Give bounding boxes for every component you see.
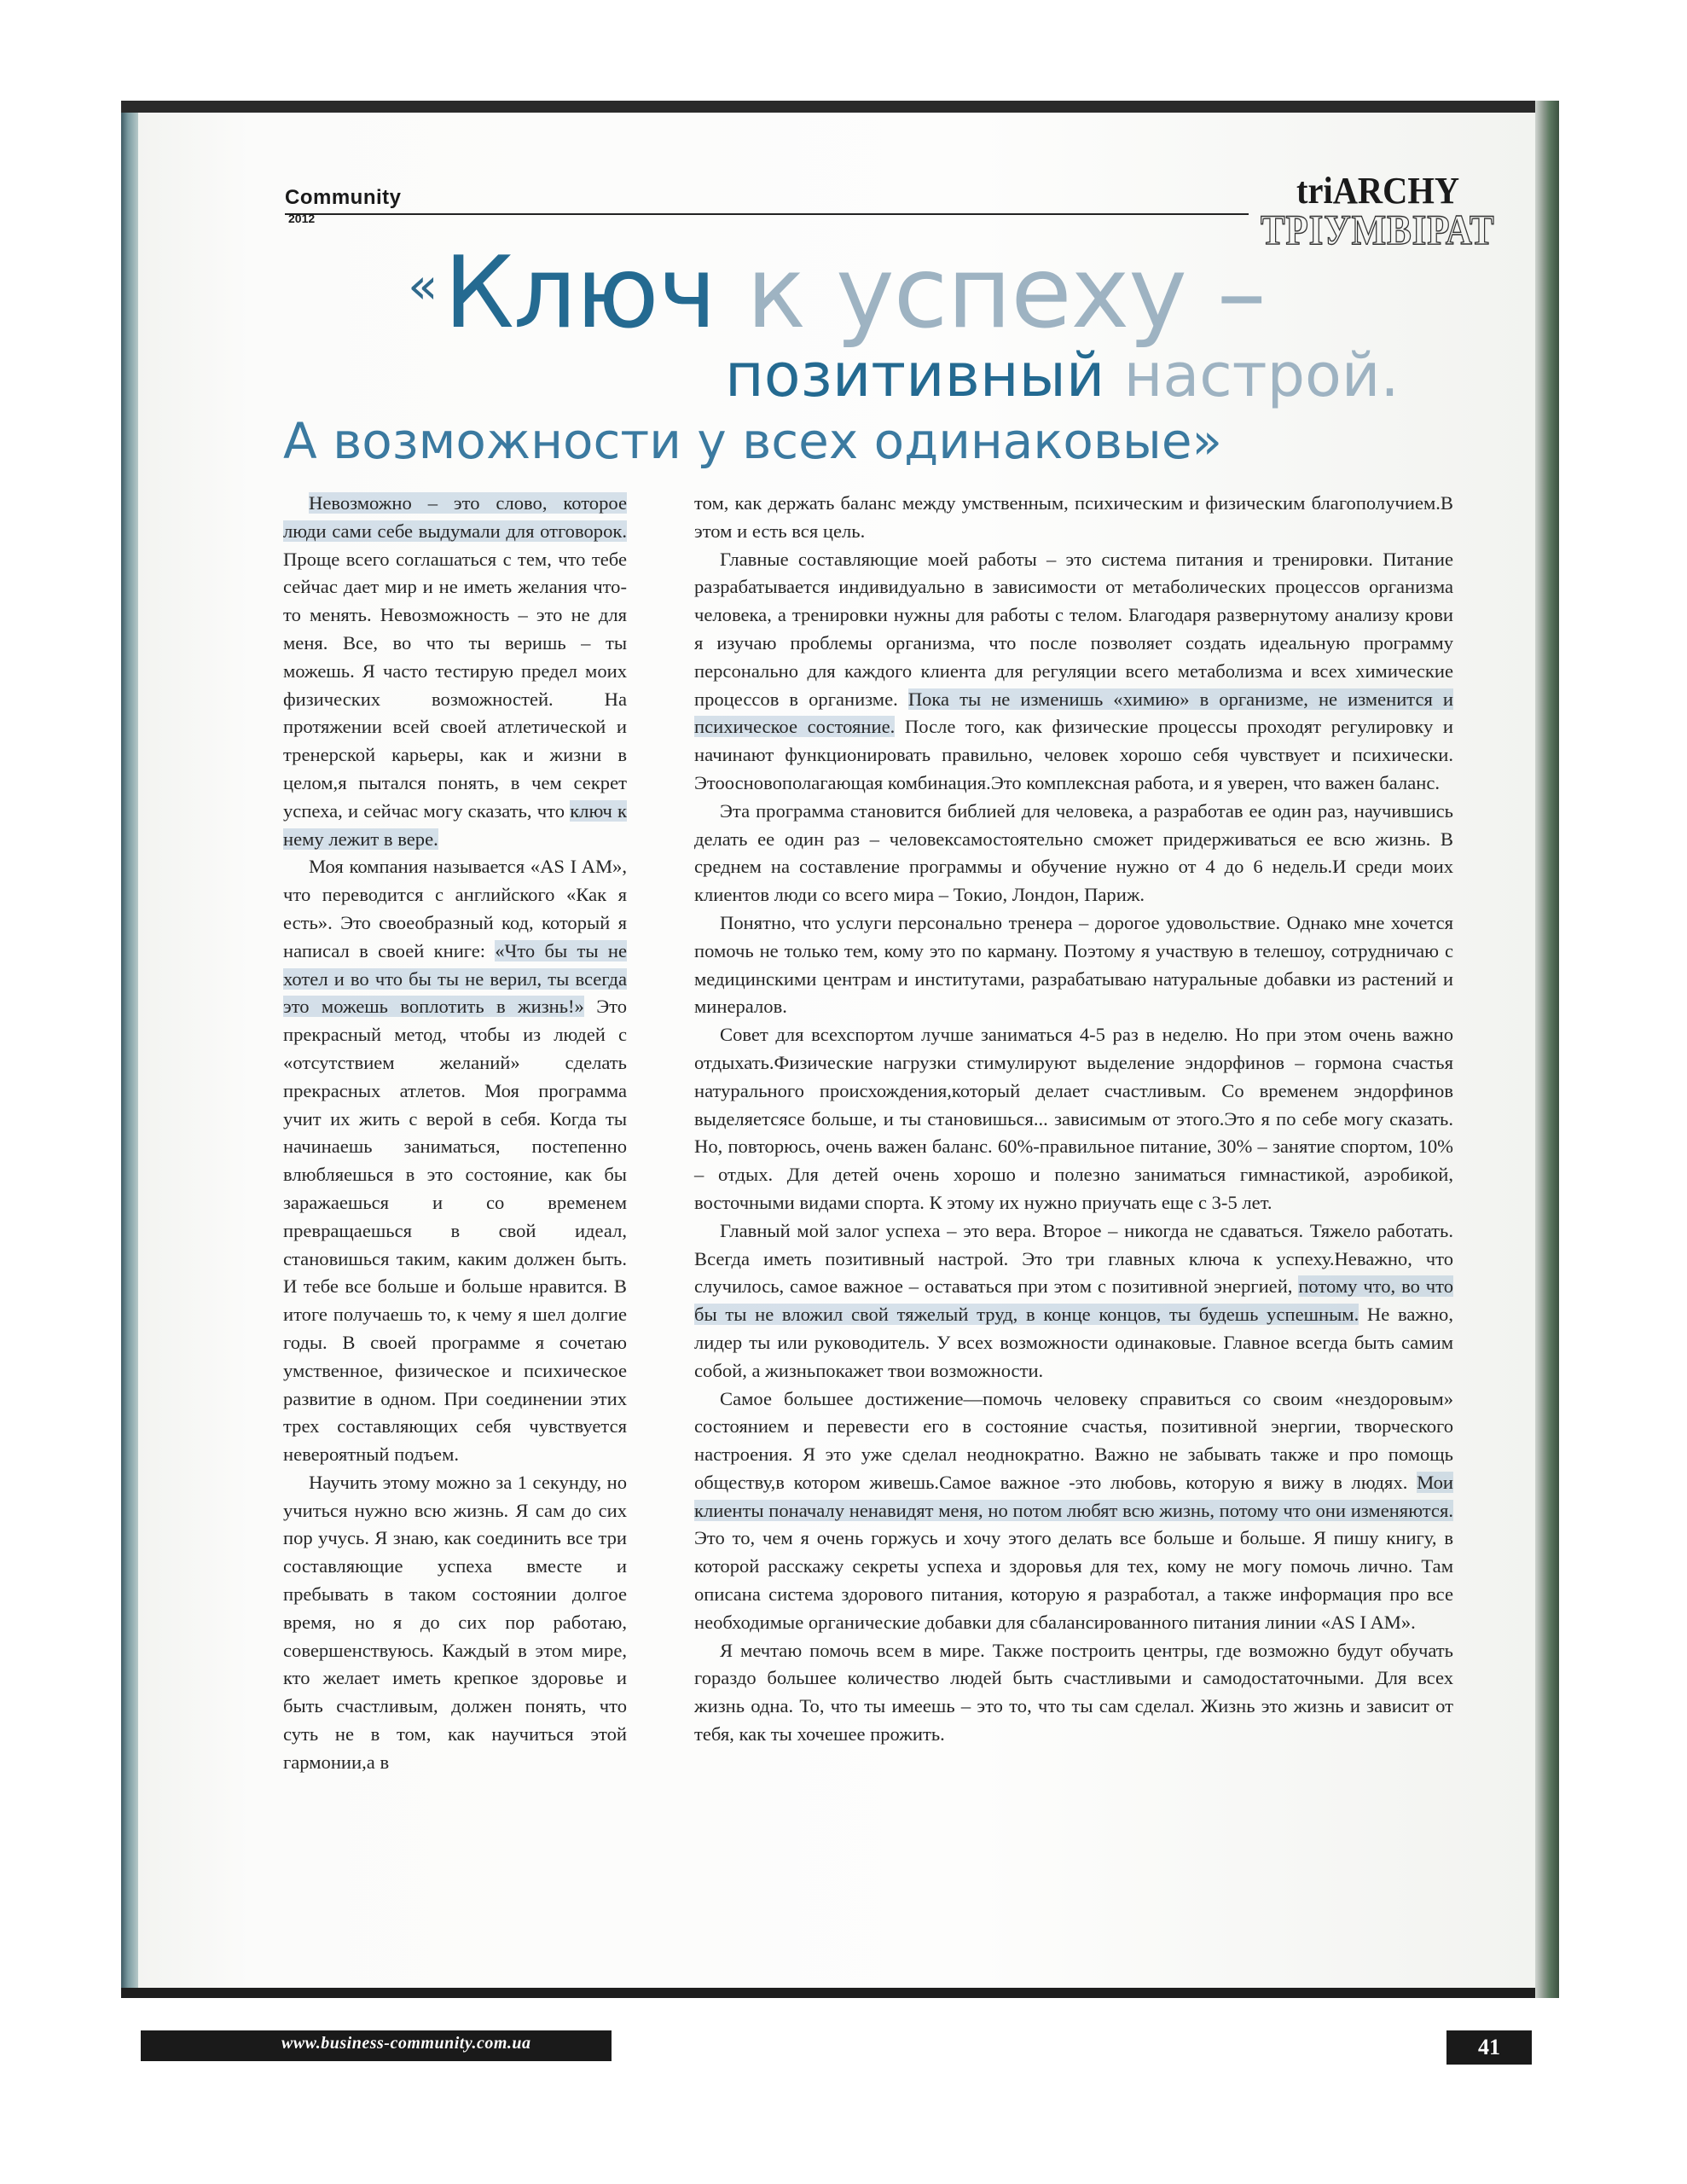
- highlighted-quote: Невозможно – это слово, которое люди сами себе выдумали для отговорок.: [283, 492, 627, 542]
- left-paragraph: [283, 490, 627, 853]
- paragraph-text: После того, как физические процессы проходят регулировку и начинают функционировать правильно, человек хорошо себя чувствует и психически. Этоосновополагающая комбинация.Это комплексная работа, и я уверен, что важен баланс.: [694, 716, 1453, 793]
- right-paragraph: [694, 798, 1453, 909]
- paragraph-text: Главный мой залог успеха – это вера. Второе – никогда не сдаваться. Тяжело работать. Всегда иметь позитивный настрой. Это три главных ключа к успеху.Неважно, что случилось, самое важное – оставаться при этом с позитивной энергией,: [694, 1219, 1453, 1298]
- scan-edge-top: [121, 101, 1537, 113]
- paragraph-text: Совет для всехспортом лучше заниматься 4-5 раз в неделю. Но при этом очень важно отдыхать.Физические нагрузки стимулируют выделение эндорфинов – гормона счастья натурального происхождения,который делает счастливым. Со временем эндорфинов выделяетсясе больше, и ты становишься... зависимым от этого.Это я по себе могу сказать. Но, повторюсь, очень важен баланс. 60%-правильное питание, 30% – занятие спортом, 10% – отдых. Для детей очень хорошо и полезно заниматься гимнастикой, аэробикой, восточными видами спорта. К этому их нужно приучать еще с 3-5 лет.: [694, 1024, 1453, 1213]
- brand-logo-en: triARCHY: [1296, 170, 1460, 212]
- paragraph-text: том, как держать баланс между умственным, психическим и физическим благополучием.В этом и есть вся цель.: [694, 492, 1453, 542]
- section-title: Community: [285, 186, 402, 209]
- right-paragraph: [694, 1217, 1453, 1385]
- highlighted-quote: потому что, во что бы ты не вложил свой тяжелый труд, в конце концов, ты будешь успешным.: [694, 1275, 1453, 1326]
- right-paragraph: [694, 909, 1453, 1021]
- paragraph-text: Понятно, что услуги персонально тренера – дорогое удовольствие. Однако мне хочется помочь не только тем, кому это по карману. Поэтому я участвую в телешоу, сотрудничаю с медицинскими центрам и институтами, разрабатываю натуральные добавки из растений и минералов.: [694, 911, 1453, 1018]
- paragraph-text: Главные составляющие моей работы – это система питания и тренировки. Питание разрабатывается индивидуально в зависимости от метаболических процессов организма человека, а тренировки нужны для работы с телом. Благодаря развернутому анализу крови я изучаю проблемы организма, что после позволяет создать идеальную программу персонально для каждого клиента для регуляции всего метаболизма и всех химические процессов в организме.: [694, 548, 1453, 710]
- scan-edge-right: [1535, 101, 1559, 1998]
- paragraph-text: Проще всего соглашаться с тем, что тебе сейчас дает мир и не иметь желания что-то менять. Невозможность – это не для меня. Все, во что ты веришь – ты можешь. Я часто тестирую предел моих физических возможностей. На протяжении всей своей атлетической и тренерской карьеры, как и жизни в целом,я пытался понять, в чем секрет успеха, и сейчас могу сказать, что: [283, 548, 627, 822]
- left-paragraph: [283, 853, 627, 1469]
- page-number: 41: [1446, 2030, 1532, 2065]
- paragraph-text: Не важно, лидер ты или руководитель. У всех возможности одинаковые. Главное всегда быть самим собой, а жизньпокажет твои возможности.: [694, 1304, 1453, 1381]
- scan-edge-bottom: [121, 1988, 1537, 1998]
- highlighted-quote: Мои клиенты поначалу ненавидят меня, но потом любят всю жизнь, потому что они изменяются.: [694, 1471, 1453, 1521]
- title-word-positive: позитивный: [725, 340, 1105, 410]
- right-paragraph: [694, 1021, 1453, 1217]
- title-word-key: Ключ: [443, 235, 716, 351]
- left-paragraph: [283, 1469, 627, 1777]
- paragraph-text: Моя компания называется «AS I AM», что переводится с английского «Как я есть». Это своеобразный код, который я написал в своей книге:: [283, 856, 627, 961]
- paragraph-text: Я мечтаю помочь всем в мире. Также построить центры, где возможно будут обучать гораздо большее количество людей быть счастливыми и самодостаточными. Для всех жизнь одна. То, что ты имеешь – это то, что ты сам сделал. Жизнь это жизнь и зависит от тебя, как ты хочешеe прожить.: [694, 1639, 1453, 1745]
- highlighted-quote: «Что бы ты не хотел и во что бы ты не верил, ты всегда это можешь воплотить в жизнь!»: [283, 939, 627, 1018]
- article-title-line1: [408, 230, 1266, 349]
- section-year: 2012: [288, 212, 316, 225]
- paragraph-text: Это прекрасный метод, чтобы из людей с «отсутствием желаний» сделать прекрасных атлетов. Моя программа учит их жить с верой в себя. Когда ты начинаешь заниматься, постепенно влюбляешься в это состояние, как бы заражаешься и со временем превращаешься в свой идеал, становишься таким, каким должен быть. И тебе все больше и больше нравится. В итоге получаешь то, к чему я шел долгие годы. В своей программе я сочетаю умственное, физическое и психическое развитие в одном. При соединении этих трех составляющих себя чувствуется невероятный подъем.: [283, 996, 627, 1466]
- scan-edge-left: [121, 101, 138, 1996]
- title-word-mood: настрой.: [1123, 340, 1400, 410]
- highlighted-quote: Пока ты не изменишь «химию» в организме, не изменится и психическое состояние.: [694, 688, 1454, 738]
- right-paragraph: [694, 1385, 1453, 1637]
- right-paragraph: [694, 1637, 1453, 1749]
- paragraph-text: Научить этому можно за 1 секунду, но учиться нужно всю жизнь. Я сам до сих пор учусь. Я знаю, как соединить все три составляющие успеха вместе и пребывать в таком состоянии долгое время, но я до сих пор работаю, совершенствуюсь. Каждый в этом мире, кто желает иметь крепкое здоровье и быть счастливым, должен понять, что суть не в том, как научиться этой гармонии,а в: [283, 1471, 627, 1773]
- right-paragraph: [694, 546, 1453, 798]
- paragraph-text: Эта программа становится библией для человека, а разработав ее один раз, научившись делать ее один раз – человексамостоятельно сможет придерживаться ее всю жизнь. В среднем на составление программы и обучение нужно от 4 до 6 недель.И среди моих клиентов люди со всего мира – Токио, Лондон, Париж.: [694, 799, 1453, 906]
- article-column-right: [694, 490, 1453, 1749]
- highlighted-quote: ключ к нему лежит в вере.: [283, 799, 627, 850]
- footer-website-link[interactable]: www.business-community.com.ua: [281, 2034, 531, 2053]
- article-column-left: [283, 490, 627, 1777]
- brand-logo-ru: ТРІУМВІРАТ: [1261, 206, 1495, 253]
- title-word-success: к успеху –: [746, 235, 1266, 351]
- article-subtitle: А возможности у всех одинаковые»: [283, 412, 1223, 470]
- article-title-line2: [725, 341, 1400, 410]
- title-open-quote: «: [408, 257, 438, 315]
- right-paragraph: [694, 490, 1453, 546]
- paragraph-text: Самое большее достижение—помочь человеку справиться со своим «нездоровым» состоянием и перевести его в состояние счастья, позитивной энергии, творческого настроения. Я это уже сделал неоднократно. Важно не забывать также и про помощь обществу,в котором живешь.Самое важное -это любовь, которую я вижу в людях.: [694, 1387, 1453, 1493]
- paragraph-text: Это то, чем я очень горжусь и хочу этого делать все больше и больше. Я пишу книгу, в которой расскажу секреты успеха и здоровья для тех, кому не могу помочь лично. Там описана система здорового питания, которую я разработал, а также информация про все необходимые органические добавки для сбалансированного питания линии «AS I AM».: [694, 1527, 1453, 1633]
- header-rule: [285, 213, 1249, 215]
